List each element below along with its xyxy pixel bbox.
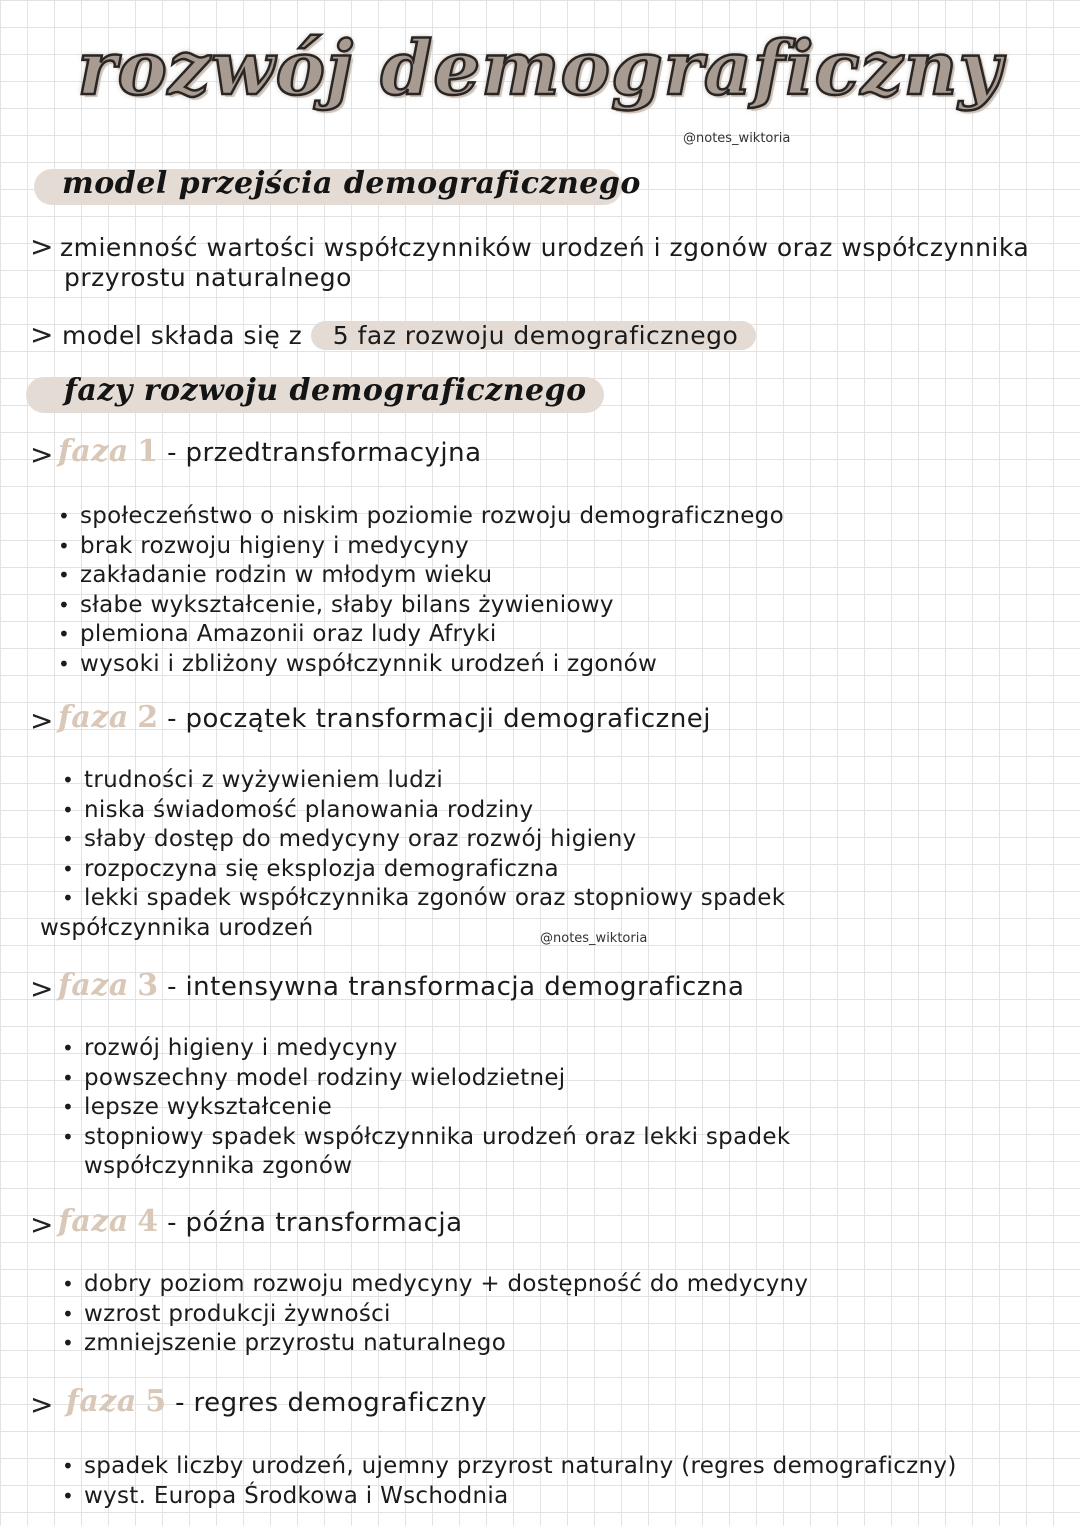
phase-description: przedtransformacyjna [185,438,482,468]
intro-line-2: przyrostu naturalnego [64,263,352,292]
phase-header-2 [58,700,712,735]
phase-number: 2 [137,700,159,735]
phase-separator: - [167,704,177,734]
phase-2-bullets [40,766,786,943]
arrow-marker: > [30,1388,54,1421]
model-phases-highlight: 5 faz rozwoju demograficznego [311,321,757,350]
phase-label: faza [58,1204,129,1239]
list-item: • słaby dostęp do medycyny oraz rozwój higieny [62,825,785,855]
phase-separator: - [167,438,177,468]
list-item: • zakładanie rodzin w młodym wieku [58,561,784,591]
phase-label: faza [58,700,129,735]
phase-number: 3 [137,968,159,1003]
phase-header-1 [58,434,482,469]
phase-separator: - [167,972,177,1002]
list-item: • stopniowy spadek współczynnika urodzeń oraz lekki spadek [62,1123,790,1153]
list-item: • lepsze wykształcenie [62,1093,790,1123]
watermark: @notes_wiktoria [540,931,648,946]
phase-separator: - [175,1388,185,1418]
phase-description: intensywna transformacja demograficzna [185,972,745,1002]
model-phases-line [62,321,756,351]
section-heading-phases: fazy rozwoju demograficznego [64,373,587,408]
list-item: • niska świadomość planowania rodziny [62,796,785,826]
phase-number: 4 [137,1204,159,1239]
phase-header-5 [66,1384,488,1419]
phase-header-3 [58,968,745,1003]
phase-label: faza [58,968,129,1003]
phase-label: faza [66,1384,137,1419]
phase-number: 5 [145,1384,167,1419]
arrow-marker: > [30,438,54,471]
phase-description: późna transformacja [185,1208,463,1238]
arrow-marker: > [30,704,54,737]
list-item: • rozpoczyna się eksplozja demograficzna [62,855,785,885]
list-item: • lekki spadek współczynnika zgonów oraz stopniowy spadek [62,884,785,914]
page-title: rozwój demograficzny [77,26,1003,112]
model-phases-prefix: model składa się z [62,321,303,350]
phase-description: początek transformacji demograficznej [185,704,712,734]
list-item: • trudności z wyżywieniem ludzi [62,766,785,796]
list-item: • społeczeństwo o niskim poziomie rozwoju demograficznego [58,502,784,532]
phase-3-bullets [62,1034,790,1182]
list-item: • dobry poziom rozwoju medycyny + dostępność do medycyny [62,1270,808,1300]
list-item: • wyst. Europa Środkowa i Wschodnia [62,1482,957,1512]
list-item-continuation: współczynnika zgonów [84,1153,353,1179]
intro-line-1: zmienność wartości współczynników urodzeń i zgonów oraz współczynnika [60,233,1030,262]
arrow-marker: > [30,318,54,351]
arrow-marker: > [30,1208,54,1241]
list-item: • plemiona Amazonii oraz ludy Afryki [58,620,784,650]
section-heading-model: model przejścia demograficznego [62,166,641,201]
list-item-continuation: współczynnika urodzeń [40,914,314,941]
arrow-marker: > [30,972,54,1005]
phase-description: regres demograficzny [193,1388,488,1418]
phase-label: faza [58,434,129,469]
phase-separator: - [167,1208,177,1238]
phase-header-4 [58,1204,463,1239]
list-item: • spadek liczby urodzeń, ujemny przyrost naturalny (regres demograficzny) [62,1452,957,1482]
phase-5-bullets [62,1452,957,1511]
list-item: • wzrost produkcji żywności [62,1300,808,1330]
list-item: • słabe wykształcenie, słaby bilans żywieniowy [58,591,784,621]
watermark: @notes_wiktoria [683,131,791,146]
phase-4-bullets [62,1270,808,1359]
arrow-marker: > [30,230,54,263]
list-item: • rozwój higieny i medycyny [62,1034,790,1064]
list-item: • powszechny model rodziny wielodzietnej [62,1064,790,1094]
list-item: • brak rozwoju higieny i medycyny [58,532,784,562]
list-item: • wysoki i zbliżony współczynnik urodzeń i zgonów [58,650,784,680]
phase-number: 1 [137,434,159,469]
phase-1-bullets [58,502,784,679]
list-item: • zmniejszenie przyrostu naturalnego [62,1329,808,1359]
